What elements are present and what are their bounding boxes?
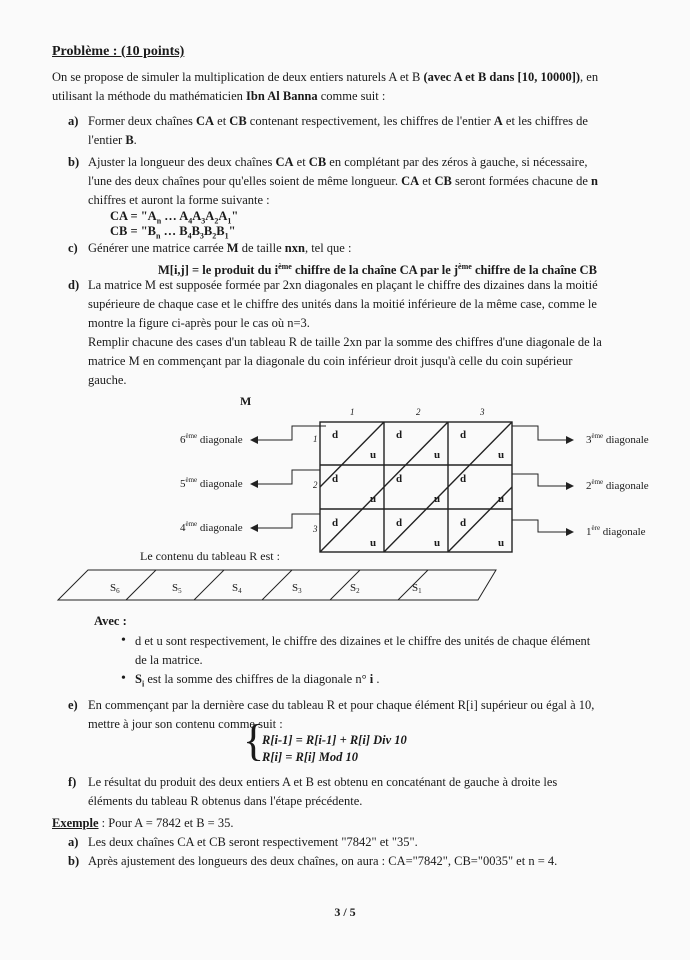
text: nxn xyxy=(284,241,305,255)
page-title: Problème : (10 points) xyxy=(52,44,185,59)
step-e xyxy=(68,696,650,734)
text: Exemple xyxy=(52,816,99,830)
step-label: d) xyxy=(68,278,80,292)
formula-e1: R[i-1] = R[i-1] + R[i] Div 10 xyxy=(262,733,407,747)
text: CA xyxy=(401,174,420,188)
text: Générer une matrice carrée xyxy=(88,241,227,255)
text: La matrice M est supposée formée par 2xn diagonales en plaçant le chiffre des dizaines dans la moitié xyxy=(88,278,598,292)
diagonal-matrix-figure xyxy=(0,380,690,610)
text: en complétant par des zéros à gauche, si nécessaire, xyxy=(326,155,588,169)
intro-paragraph xyxy=(52,68,652,106)
r-cell: S1 xyxy=(412,582,422,595)
brace: { xyxy=(243,716,265,765)
col-num: 1 xyxy=(350,407,355,417)
text: M xyxy=(226,241,239,255)
text: En commençant par la dernière case du tableau R et pour chaque élément R[i] supérieur ou égal à 10, xyxy=(88,698,595,712)
cell-d: d xyxy=(460,473,467,485)
text: CA xyxy=(195,114,215,128)
cell-d: d xyxy=(396,429,403,441)
text: chiffres et auront la forme suivante : xyxy=(88,193,270,207)
text: d et u sont respectivement, le chiffre des dizaines et le chiffre des unités de chaque élément xyxy=(135,634,591,648)
cell-d: d xyxy=(332,517,339,529)
right-arrowheads xyxy=(566,436,574,536)
text: , tel que : xyxy=(304,241,352,255)
step-d xyxy=(68,276,650,390)
r-cell: S4 xyxy=(232,582,242,595)
formula-cb: CB = "$B_n$ … $B_4B_3B_2B_1$" xyxy=(110,224,236,241)
matrix-grid xyxy=(320,422,512,552)
text: et les chiffres de xyxy=(502,114,588,128)
text: supérieure de chaque case et le chiffre des unités dans la moitié inférieure de la même case, comme le xyxy=(88,297,597,311)
row-num: 2 xyxy=(313,480,318,490)
example-heading xyxy=(52,814,652,833)
step-b: b) Ajuster la longueur des deux chaînes CA et CB en complétant par des zéros à gauche, si nécessaire, l'une des deux chaînes pour qu'elles soient de même longueur. CA et CB seront formées chacune de n chiffres et auront la forme suivante : xyxy=(68,155,598,207)
diag-label-left: 4ème diagonale xyxy=(180,520,243,534)
text: éléments du tableau R obtenus dans l'étape précédente. xyxy=(88,794,363,808)
cell-d: d xyxy=(460,517,467,529)
step-label: a) xyxy=(68,835,79,849)
r-table xyxy=(58,570,496,600)
text: contenant respectivement, les chiffres de l'entier xyxy=(246,114,494,128)
cell-u: u xyxy=(370,449,377,461)
intro-text: On se propose de simuler la multiplication de deux entiers naturels A et B xyxy=(52,70,424,84)
cell-u: u xyxy=(498,493,505,505)
intro-range: (avec A et B dans [10, 10000]) xyxy=(423,70,581,84)
step-a xyxy=(68,112,650,150)
r-cell: S2 xyxy=(350,582,360,595)
bullet-si: • $S_i$ est la somme des chiffres de la diagonale n° i . xyxy=(121,671,380,689)
text: Le résultat du produit des deux entiers A et B est obtenu en concaténant de gauche à droite les xyxy=(88,775,558,789)
avec-label: Avec : xyxy=(94,614,127,628)
step-label: b) xyxy=(68,854,80,868)
intro-text: , en xyxy=(580,70,599,84)
cell-u: u xyxy=(498,449,505,461)
r-cell: S5 xyxy=(172,582,182,595)
cell-d: d xyxy=(332,473,339,485)
text: CA xyxy=(275,155,294,169)
text: B xyxy=(125,133,134,147)
row-num: 1 xyxy=(313,434,318,444)
cell-d: d xyxy=(460,429,467,441)
text: l'entier xyxy=(88,133,126,147)
bullet-dot: • xyxy=(121,671,126,686)
text: A xyxy=(493,114,503,128)
text: Ajuster la longueur des deux chaînes xyxy=(88,155,276,169)
diag-label-right: 3ème diagonale xyxy=(586,432,649,446)
example-a xyxy=(68,833,650,852)
text: l'une des deux chaînes pour qu'elles soient de même longueur. xyxy=(88,174,402,188)
text: $S_i$ xyxy=(135,672,145,689)
right-connectors xyxy=(512,426,566,532)
step-label: f) xyxy=(68,775,77,789)
cell-u: u xyxy=(434,449,441,461)
step-f xyxy=(68,773,650,811)
cell-d: d xyxy=(396,517,403,529)
diag-label-left: 6ème diagonale xyxy=(180,432,243,446)
text: de la matrice. xyxy=(135,653,203,667)
formula-ca: CA = "$A_n$ … $A_4A_3A_2A_1$" xyxy=(110,209,239,226)
r-caption: Le contenu du tableau R est : xyxy=(140,549,280,563)
formula-m: M[i,j] = le produit du $i^{ème}$ chiffre de la chaîne CA par le $j^{ème}$ chiffre de la chaîne CB xyxy=(158,262,597,278)
cell-u: u xyxy=(434,493,441,505)
step-label: c) xyxy=(68,241,78,255)
text: Former deux chaînes xyxy=(88,114,196,128)
text: i xyxy=(369,672,374,686)
text: montre la figure ci-après pour le cas où n=3. xyxy=(88,316,310,330)
diag-label-right: 1ère diagonale xyxy=(586,524,646,538)
matrix-label: M xyxy=(240,394,252,408)
r-cells xyxy=(110,582,422,595)
text: : Pour A = 7842 et B = 35. xyxy=(98,816,234,830)
bullet-dot: • xyxy=(121,633,126,648)
bullet-du xyxy=(121,632,650,670)
cell-u: u xyxy=(434,537,441,549)
step-label: e) xyxy=(68,698,78,712)
cell-u: u xyxy=(370,493,377,505)
intro-text: utilisant la méthode du mathématicien xyxy=(52,89,247,103)
text: Après ajustement des longueurs des deux chaînes, on aura : CA="7842", CB="0035" et n = 4. xyxy=(88,854,558,868)
text: et xyxy=(214,114,230,128)
text: n xyxy=(591,174,598,188)
text: Les deux chaînes CA et CB seront respectivement "7842" et "35". xyxy=(88,835,418,849)
text: CB xyxy=(229,114,247,128)
diag-label-right: 2ème diagonale xyxy=(586,478,649,492)
intro-name: Ibn Al Banna xyxy=(246,89,318,103)
step-c xyxy=(68,239,650,258)
col-num: 3 xyxy=(480,407,485,417)
cell-labels xyxy=(332,429,504,549)
formula-e2: R[i] = R[i] Mod 10 xyxy=(262,750,359,764)
cell-u: u xyxy=(498,537,505,549)
text: gauche. xyxy=(88,373,127,387)
cell-u: u xyxy=(370,537,377,549)
text: mettre à jour son contenu comme suit : xyxy=(88,717,283,731)
col-num: 2 xyxy=(416,407,421,417)
text: CB xyxy=(434,174,452,188)
page-number: 3 / 5 xyxy=(334,905,356,919)
r-cell: S6 xyxy=(110,582,120,595)
text: de taille xyxy=(238,241,285,255)
text: CB xyxy=(308,155,327,169)
cell-d: d xyxy=(396,473,403,485)
example-b xyxy=(68,852,650,871)
step-label: a) xyxy=(68,114,79,128)
diag-label-left: 5ème diagonale xyxy=(180,476,243,490)
text: Remplir chacune des cases d'un tableau R de taille 2xn par la somme des chiffres d'une diagonale de la xyxy=(88,335,602,349)
intro-text: comme suit : xyxy=(317,89,386,103)
cell-d: d xyxy=(332,429,339,441)
text: matrice M en commençant par la diagonale du coin inférieur droit jusqu'à celle du coin supérieur xyxy=(88,354,573,368)
text: . xyxy=(133,133,137,147)
text: seront formées chacune de xyxy=(451,174,592,188)
left-arrowheads xyxy=(250,436,258,532)
r-cell: S3 xyxy=(292,582,302,595)
row-num: 3 xyxy=(313,524,318,534)
step-label: b) xyxy=(68,155,80,169)
